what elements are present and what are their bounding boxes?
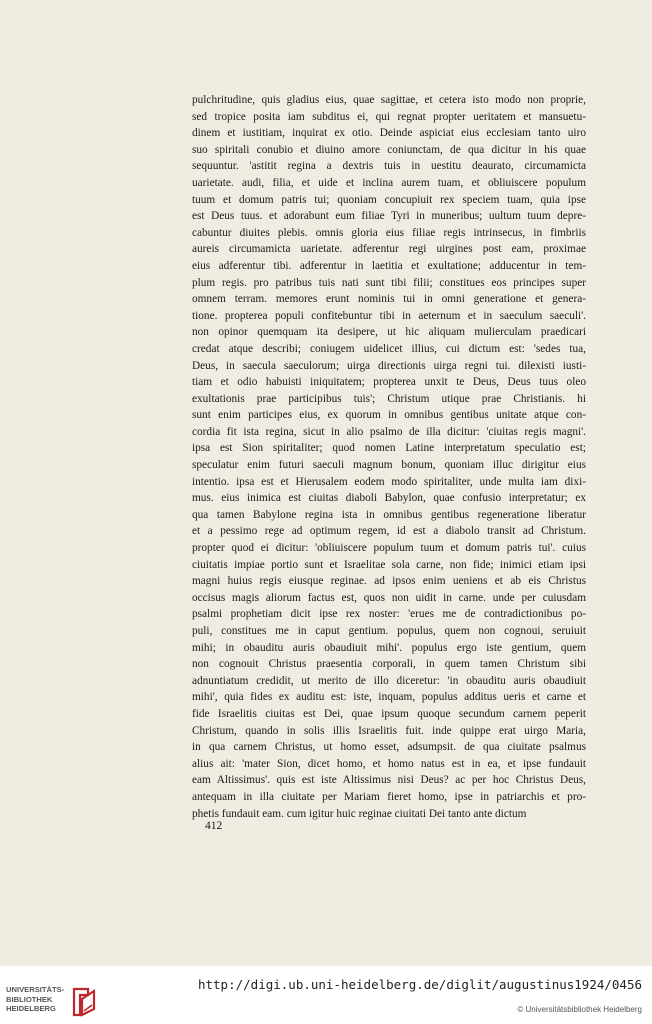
text-line: occisus magis aliorum factus est, quos non uidit in carne. unde per cuiusdam [192, 591, 586, 604]
text-line: exultationis prae participibus tuis'; Christum utique prae Christianis. hi [192, 392, 586, 405]
text-line: qua tamen Babylone regina ista in omnibus gentibus regeneratione liberatur [192, 508, 586, 521]
logo-line-1: UNIVERSITÄTS- [6, 985, 65, 994]
text-line: omnem terram. memores erunt nominis tui in omni generatione et genera- [192, 293, 586, 306]
text-line: cordia fit ista regina, sicut in alio psalmo de illa dicitur: 'ciuitas regis magni'. [192, 425, 586, 438]
text-line: alius ait: 'mater Sion, dicet homo, et homo natus est in ea, et ipse fundauit [192, 757, 586, 770]
text-line: aureis circumamicta uarietate. adferentur regi uirgines post eam, proximae [192, 243, 586, 256]
text-line: eam Altissimus'. quis est iste Altissimus nisi Deus? ac per hoc Christus Deus, [192, 774, 586, 787]
text-line: est Deus tuus. et adorabunt eum filiae Tyri in muneribus; uultum tuum depre- [192, 210, 586, 223]
library-logo[interactable] [6, 985, 106, 1021]
text-line: propter quod ei dicitur: 'obliuiscere populum tuum et domum patris tui'. cuius [192, 542, 586, 555]
text-line: et a pessimo rege ad optimum regem, id est a diabolo transit ad Christum. [192, 525, 586, 538]
text-line: non opinor quemquam ita desipere, ut hic aliquam mulierculam praedicari [192, 326, 586, 339]
text-line: suo spiritali conubio et diuino amore coniunctam, de qua dicitur in his quae [192, 143, 586, 156]
text-line: mihi', quia fides ex auditu est: iste, inquam, populus additus ueris et carne et [192, 691, 586, 704]
text-line: tione. propterea populi confitebuntur tibi in aeternum et in saeculum saeculi'. [192, 309, 586, 322]
text-line: uarietate. audi, filia, et uide et inclina aurem tuam, et obliuiscere populum [192, 176, 586, 189]
body-text [192, 92, 586, 822]
text-line: adnuntiatum credidit, ut merito de illo diceretur: 'in obauditu auris obaudiuit [192, 674, 586, 687]
page-url-link[interactable]: http://digi.ub.uni-heidelberg.de/diglit/augustinus1924/0456 [197, 977, 642, 992]
copyright-notice: © Universitätsbibliothek Heidelberg [517, 1005, 642, 1014]
text-line: tiam et odio habuisti iniquitatem; propterea unxit te Deus, Deus tuus oleo [192, 376, 586, 389]
text-line: puli, constitues me in caput gentium. populus, quem non cognoui, seruiuit [192, 625, 586, 637]
text-line: ciuitatis impiae portio sunt et Israelitae sola carne, non fide; inimici etiam ipsi [192, 558, 586, 571]
text-line: phetis fundauit eam. cum igitur huic reginae ciuitati Dei tanto ante dictum [192, 807, 527, 820]
page-number: 412 [205, 820, 223, 832]
logo-line-3: HEIDELBERG [6, 1004, 56, 1014]
text-line: mus. eius inimica est ciuitas diaboli Babylon, quae confusio interpretatur; ex [192, 492, 586, 505]
text-line: Deus, in saecula saeculorum; uirga directionis uirga regni tui. dilexisti iusti- [192, 359, 586, 372]
text-line: psalmi prophetiam dicit ipse rex noster: 'erues me de contradictionibus po- [192, 608, 586, 621]
text-line: cabuntur diuites plebis. omnis gloria eius filiae regis intrinsecus, in fimbriis [192, 226, 586, 239]
text-line: magni huius regis eiusque reginae. ad ipsos enim ueniens et ab eis Christus [192, 575, 586, 588]
text-line: plum regis. pro patribus tuis nati sunt tibi filii; constitues eos principes super [192, 276, 586, 289]
logo-line-2: BIBLIOTHEK [6, 994, 53, 1004]
text-line: credat atque describi; coniugem uidelicet illius, cui dictum est: 'sedes tua, [192, 342, 586, 355]
text-line: mihi; in obauditu auris obaudiuit mihi'. populus ergo iste gentium, quem [192, 641, 586, 654]
text-line: antequam in illa ciuitate per Mariam fieret homo, ipse in patriarchis et pro- [192, 790, 586, 803]
text-line: intentio. ipsa est et Hierusalem eodem modo spiritaliter, unde multa iam dixi- [192, 475, 586, 488]
text-line: eius adferentur tibi. adferentur in laetitia et exultatione; adducentur in tem- [192, 259, 586, 272]
text-line: sunt enim participes eius, ex quorum in omnibus gentibus unitate atque con- [192, 409, 586, 422]
text-line: Christum, quando in solis illis Israelitis fuit. inde quippe erat uirgo Maria, [192, 724, 586, 737]
library-emblem-icon [70, 985, 100, 1017]
text-line: non cognouit Christus praesentia corporali, in quem tamen Christum sibi [192, 658, 586, 671]
text-line: sequuntur. 'astitit regina a dextris tuis in uestitu deaurato, circumamicta [192, 160, 586, 173]
text-line: in qua carnem Christus, ut homo esset, adsumpsit. de qua ciuitate psalmus [192, 741, 586, 754]
text-line: dinem et iustitiam, inquirat ex otio. Deinde aspiciat eius ecclesiam tanto uiro [192, 127, 586, 140]
text-line: pulchritudine, quis gladius eius, quae sagittae, et cetera isto modo non proprie, [192, 94, 586, 106]
text-line: sed tropice posita iam subditus ei, qui regnat propter ueritatem et mansuetu- [192, 110, 586, 123]
text-line: ipsa est Sion spiritaliter; quod nomen Latine interpretatum speculatio est; [192, 442, 586, 455]
text-line: fide Israelitis ciuitas est Dei, quae ipsum quoque secundum carnem peperit [192, 707, 586, 720]
logo-text [6, 985, 70, 1014]
text-line: speculatur enim futuri saeculi magnum bonum, quoniam illuc dirigitur eius [192, 459, 586, 472]
text-line: tuum et domum patris tui; quoniam concupiuit rex speciem tuam, quia ipse [192, 193, 586, 206]
